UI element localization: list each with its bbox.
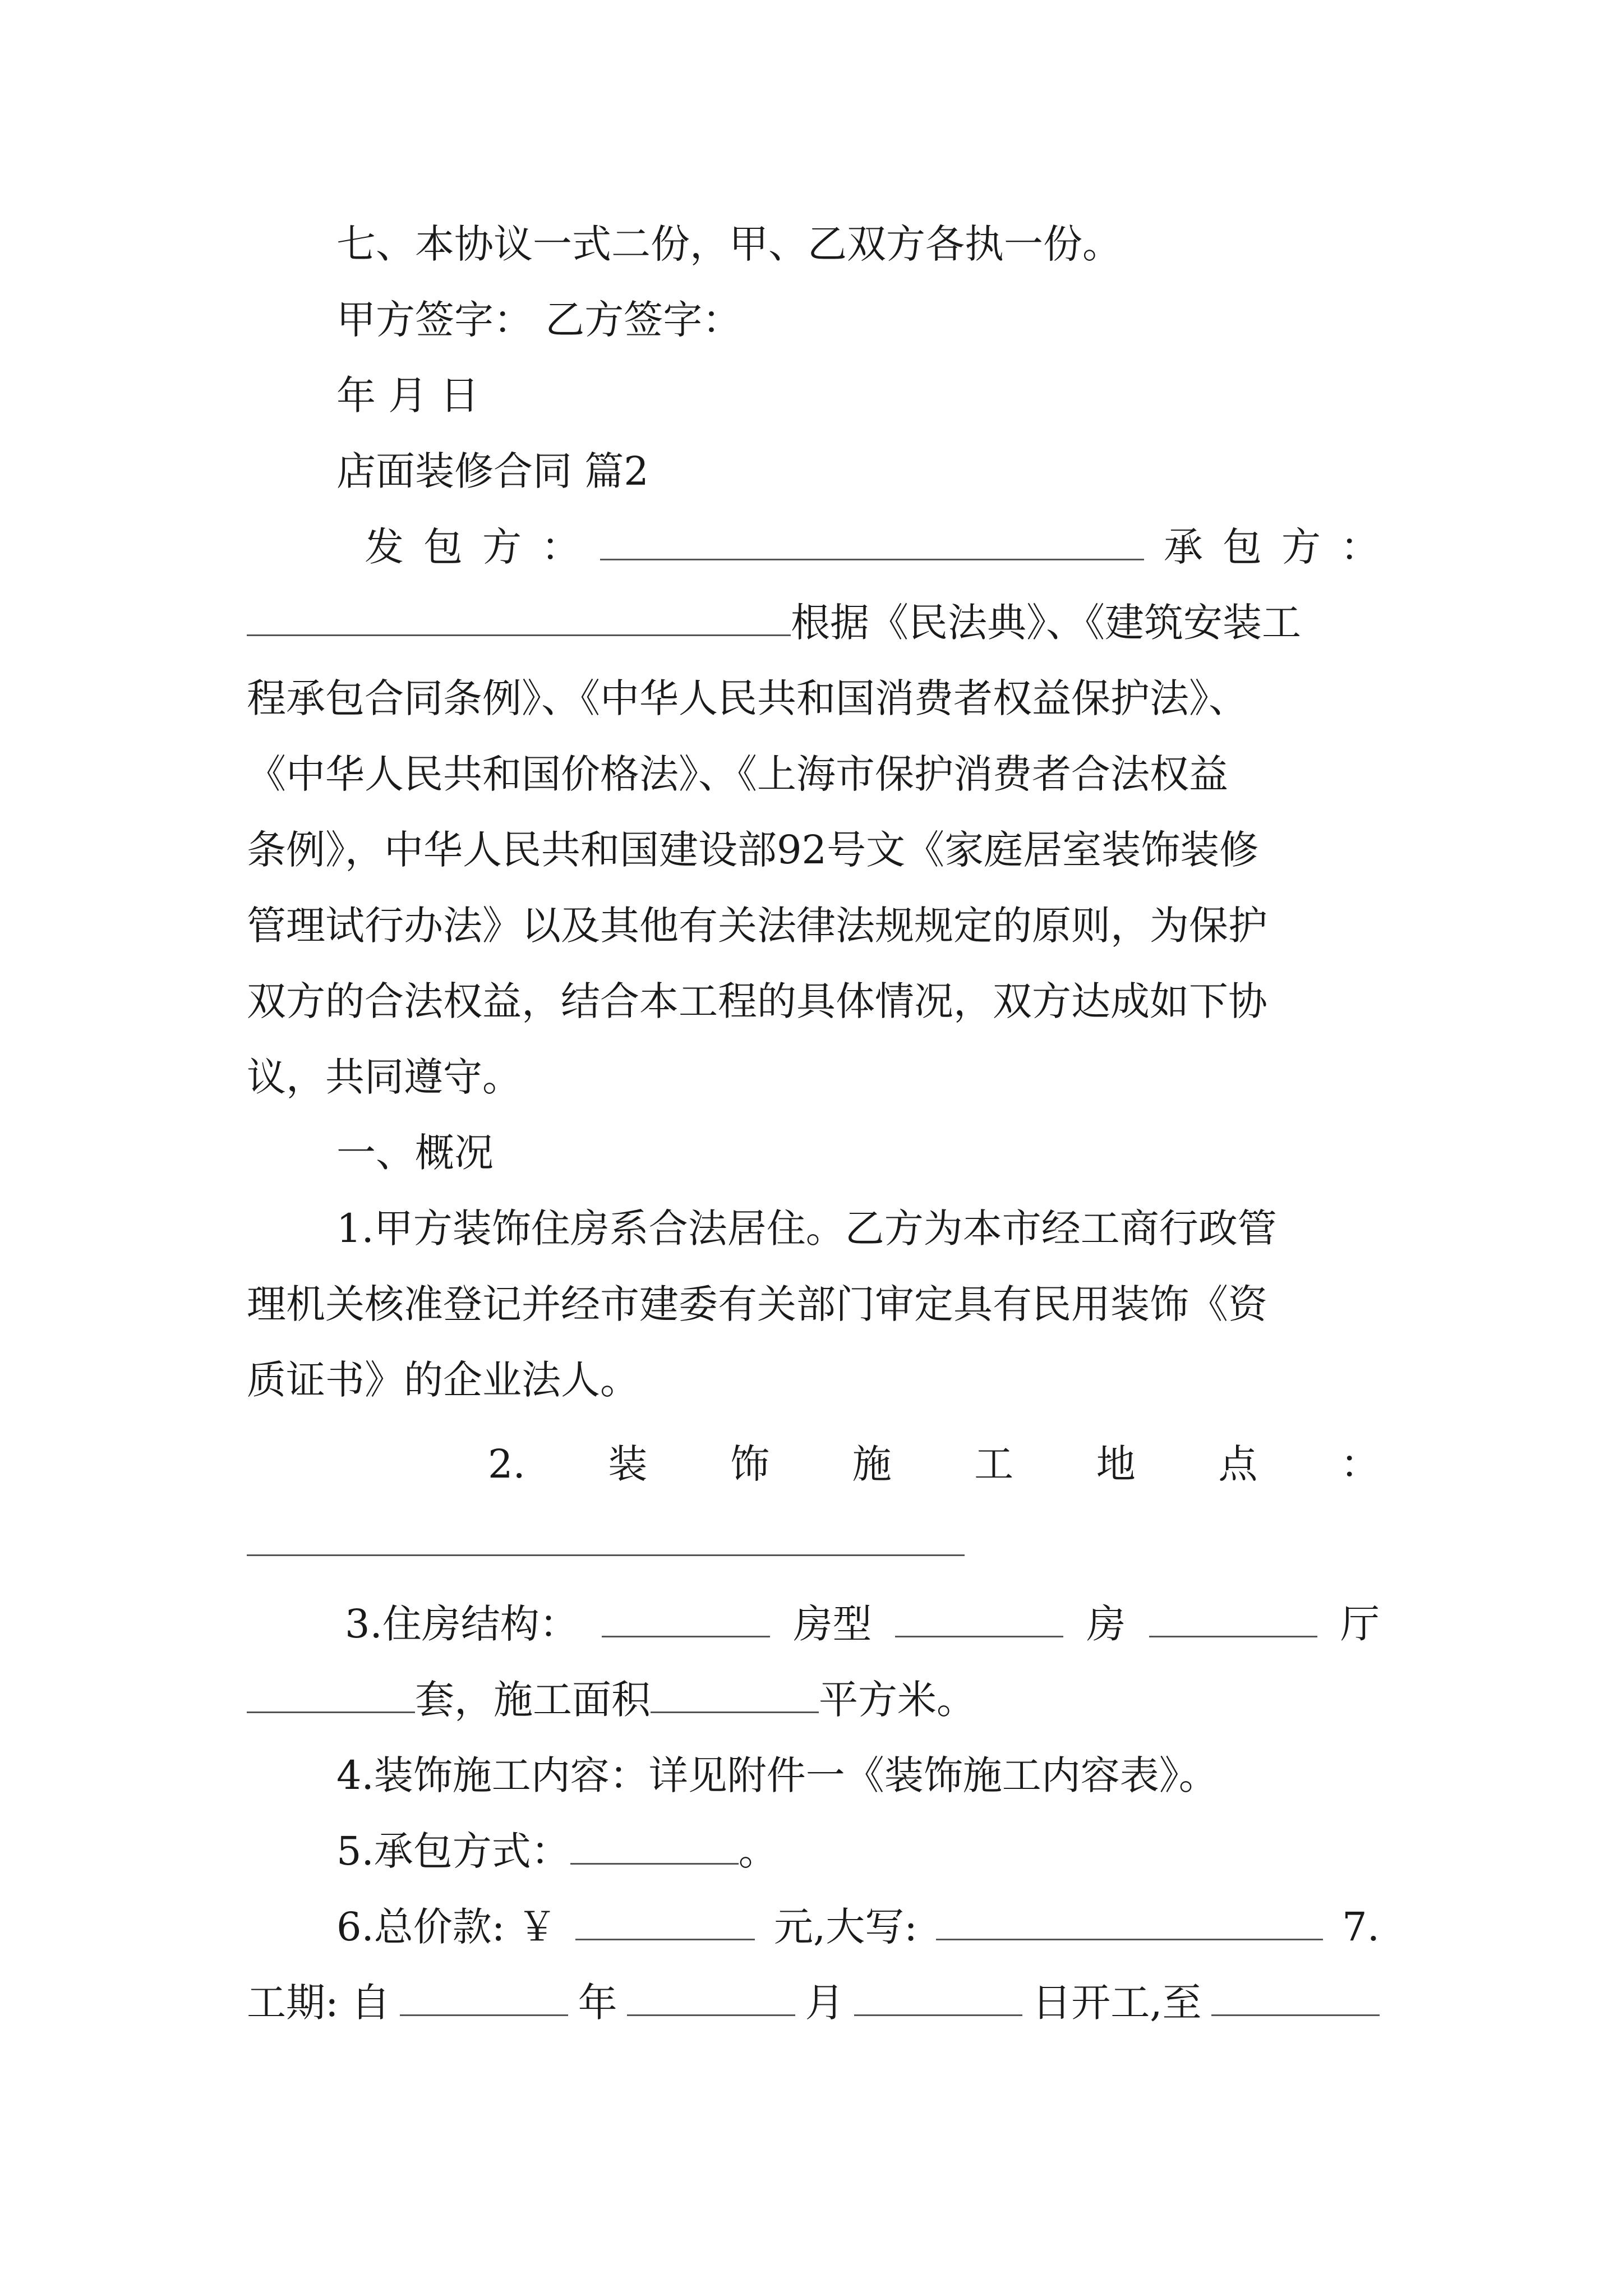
item-number: 2. — [488, 1441, 525, 1487]
party-char: 承 — [1164, 524, 1203, 570]
area-blank — [651, 1711, 819, 1713]
field-label: 元,大写: — [773, 1904, 917, 1950]
site-location-line — [488, 1436, 1380, 1492]
schedule-line — [247, 1975, 1380, 2031]
start-year-blank — [400, 2014, 568, 2016]
date-line: 年 月 日 — [336, 372, 479, 418]
label-char: 施 — [852, 1441, 892, 1487]
body-line: 理机关核准登记并经市建委有关部门审定具有民用装饰《资 — [247, 1281, 1267, 1327]
body-line: 1.甲方装饰住房系合法居住。乙方为本市经工商行政管 — [336, 1205, 1277, 1251]
price-words-blank — [936, 1939, 1323, 1940]
field-label: 套，施工面积 — [415, 1677, 651, 1723]
field-label: 5.承包方式： — [336, 1828, 570, 1874]
party-char: ： — [541, 524, 580, 570]
structure-blank — [602, 1636, 770, 1637]
field-label: 房 — [1086, 1601, 1126, 1647]
label-char: 装 — [608, 1441, 648, 1487]
area-line — [247, 1672, 1380, 1728]
field-label: 6.总价款: ￥ — [336, 1904, 557, 1950]
site-location-blank — [247, 1554, 965, 1556]
label-char: 饰 — [730, 1441, 769, 1487]
body-line: 条例》，中华人民共和国建设部92号文《家庭居室装饰装修 — [247, 827, 1259, 873]
body-line: 《中华人民共和国价格法》、《上海市保护消费者合法权益 — [247, 751, 1228, 797]
body-text: 根据《民法典》、《建筑安装工 — [791, 600, 1301, 646]
section-title: 店面装修合同 篇2 — [336, 448, 649, 494]
room-type-blank — [895, 1636, 1063, 1637]
housing-structure-line — [345, 1596, 1380, 1652]
signature-line: 甲方签字： 乙方签字： — [336, 297, 742, 343]
body-line — [247, 595, 1380, 651]
field-label: 厅 — [1340, 1601, 1380, 1647]
field-label: 房型 — [793, 1601, 872, 1647]
total-price-line — [336, 1899, 1380, 1955]
body-line: 议，共同遵守。 — [247, 1054, 522, 1100]
body-line: 程承包合同条例》、《中华人民共和国消费者权益保护法》、 — [247, 675, 1248, 721]
label-char: 工 — [974, 1441, 1014, 1487]
parties-line — [365, 519, 1380, 575]
client-blank — [600, 559, 1144, 560]
clause-7-text: 七、本协议一式二份，甲、乙双方各执一份。 — [336, 221, 1122, 267]
party-char: 方 — [1281, 524, 1321, 570]
start-day-blank — [854, 2014, 1022, 2016]
field-label: 。 — [738, 1828, 778, 1874]
party-char: 发 — [365, 524, 404, 570]
price-blank — [575, 1939, 755, 1940]
field-label: 3.住房结构： — [345, 1601, 579, 1647]
end-date-blank — [1211, 2014, 1380, 2016]
field-label: 月 — [805, 1980, 845, 2026]
contract-method-line — [336, 1823, 1380, 1879]
body-line: 管理试行办法》以及其他有关法律法规规定的原则，为保护 — [247, 903, 1267, 949]
party-char: 方 — [482, 524, 522, 570]
label-char: 地 — [1096, 1441, 1136, 1487]
party-char: 包 — [1223, 524, 1262, 570]
body-line: 双方的合法权益，结合本工程的具体情况，双方达成如下协 — [247, 978, 1267, 1024]
hall-count-blank — [247, 1711, 415, 1713]
body-line: 质证书》的企业法人。 — [247, 1357, 639, 1403]
party-char: 包 — [423, 524, 463, 570]
room-count-blank — [1149, 1636, 1317, 1637]
section-heading: 一、概况 — [336, 1130, 494, 1176]
label-char: 点 — [1218, 1441, 1258, 1487]
contractor-blank — [247, 634, 791, 636]
field-label: 平方米。 — [819, 1677, 976, 1723]
body-line: 4.装饰施工内容：详见附件一《装饰施工内容表》。 — [336, 1752, 1218, 1798]
field-label: 工期: 自 — [247, 1980, 390, 2026]
item-number: 7. — [1342, 1904, 1380, 1950]
label-char: ： — [1340, 1441, 1380, 1487]
contract-method-blank — [570, 1863, 739, 1865]
party-char: ： — [1340, 524, 1380, 570]
field-label: 年 — [578, 1980, 617, 2026]
site-location-blank-line — [247, 1515, 1380, 1571]
field-label: 日开工,至 — [1032, 1980, 1202, 2026]
start-month-blank — [627, 2014, 795, 2016]
